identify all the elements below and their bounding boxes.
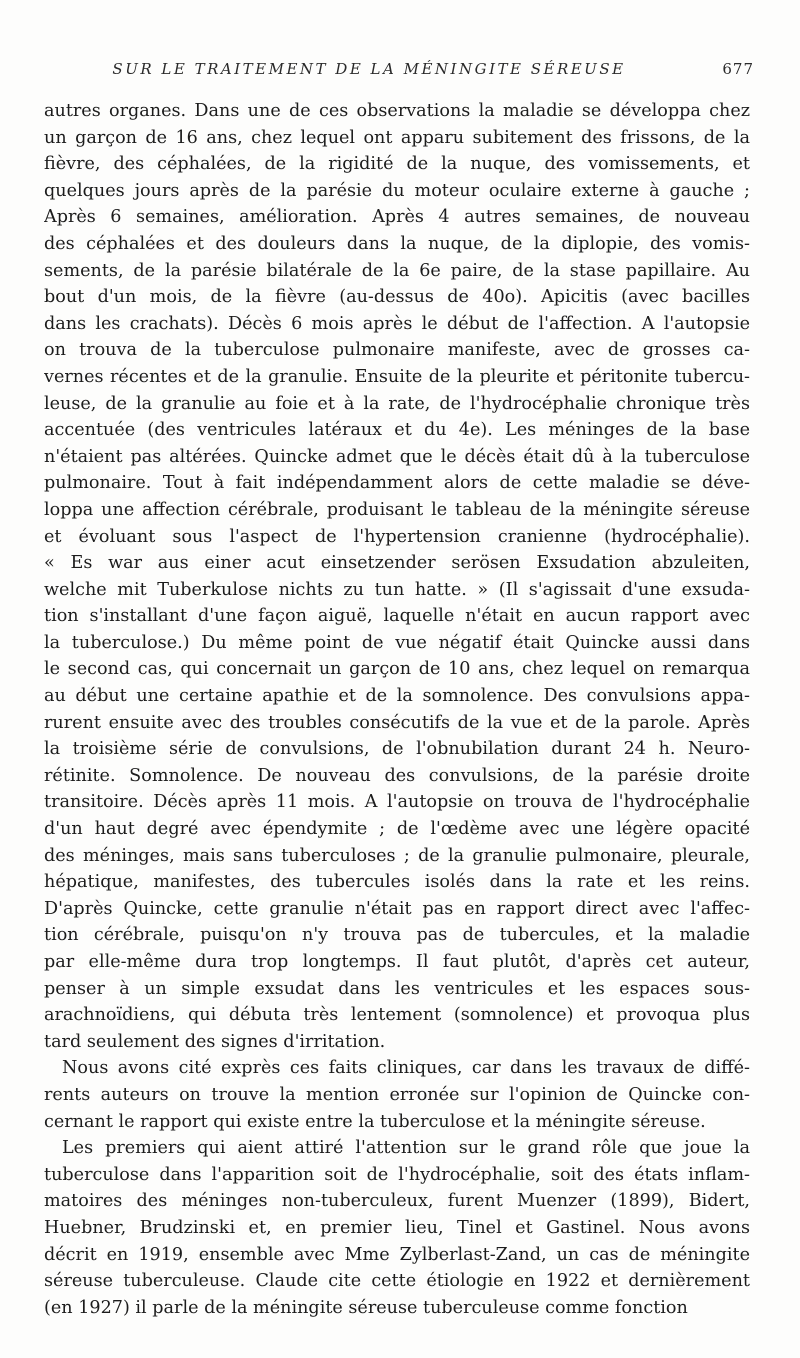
text-line: tuberculose dans l'apparition soit de l'hydrocéphalie, soit des états inflam- — [44, 1164, 750, 1185]
text-line: bout d'un mois, de la fièvre (au-dessus de 40o). Apicitis (avec bacilles — [44, 287, 750, 308]
text-line: arachnoïdiens, qui débuta très lentement (somnolence) et provoqua plus — [44, 1005, 750, 1026]
text-line: cernant le rapport qui existe entre la tuberculose et la méningite séreuse. — [44, 1111, 706, 1132]
text-line: matoires des méninges non-tuberculeux, furent Muenzer (1899), Bidert, — [44, 1191, 750, 1212]
text-line: sements, de la parésie bilatérale de la 6e paire, de la stase papillaire. Au — [44, 260, 750, 281]
text-line: transitoire. Décès après 11 mois. A l'autopsie on trouva de l'hydrocéphalie — [44, 792, 750, 813]
text-line: Après 6 semaines, amélioration. Après 4 autres semaines, de nouveau — [44, 207, 750, 228]
text-line: pulmonaire. Tout à fait indépendamment alors de cette maladie se déve- — [44, 473, 750, 494]
text-line: un garçon de 16 ans, chez lequel ont apparu subitement des frissons, de la — [44, 127, 750, 148]
text-line: Nous avons cité exprès ces faits cliniques, car dans les travaux de diffé- — [62, 1058, 750, 1079]
text-line: la tuberculose.) Du même point de vue négatif était Quincke aussi dans — [44, 632, 750, 653]
text-line: par elle-même dura trop longtemps. Il faut plutôt, d'après cet auteur, — [44, 952, 750, 972]
text-line: Huebner, Brudzinski et, en premier lieu, Tinel et Gastinel. Nous avons — [44, 1217, 750, 1238]
text-line: loppa une affection cérébrale, produisant le tableau de la méningite séreuse — [44, 499, 750, 520]
text-line: tion cérébrale, puisqu'on n'y trouva pas de tubercules, et la maladie — [44, 925, 750, 946]
text-line: décrit en 1919, ensemble avec Mme Zylberlast-Zand, un cas de méningite — [44, 1244, 750, 1265]
paragraph — [44, 98, 750, 1055]
text-line: des céphalées et des douleurs dans la nuque, de la diplopie, des vomis- — [44, 233, 750, 254]
page-number: 677 — [722, 60, 754, 78]
text-line: quelques jours après de la parésie du moteur oculaire externe à gauche ; — [44, 180, 750, 201]
page-header — [44, 60, 754, 90]
text-line: le second cas, qui concernait un garçon de 10 ans, chez lequel on remarqua — [44, 659, 750, 680]
body-text — [44, 98, 750, 1321]
text-line: fièvre, des céphalées, de la rigidité de la nuque, des vomissements, et — [44, 154, 750, 175]
text-line: welche mit Tuberkulose nichts zu tun hatte. » (Il s'agissait d'une exsuda- — [44, 579, 750, 600]
text-line: D'après Quincke, cette granulie n'était pas en rapport direct avec l'affec- — [44, 898, 750, 919]
running-head: SUR LE TRAITEMENT DE LA MÉNINGITE SÉREUSE — [112, 60, 626, 78]
text-line: accentuée (des ventricules latéraux et du 4e). Les méninges de la base — [44, 420, 750, 441]
text-line: et évoluant sous l'aspect de l'hypertension cranienne (hydrocéphalie). — [44, 526, 750, 547]
paragraph — [44, 1055, 750, 1135]
text-line: la troisième série de convulsions, de l'obnubilation durant 24 h. Neuro- — [44, 739, 750, 760]
text-line: tard seulement des signes d'irritation. — [44, 1031, 386, 1052]
text-line: au début une certaine apathie et de la somnolence. Des convulsions appa- — [44, 686, 750, 707]
text-line: rents auteurs on trouve la mention erronée sur l'opinion de Quincke con- — [44, 1084, 750, 1105]
text-line: penser à un simple exsudat dans les ventricules et les espaces sous- — [44, 978, 750, 999]
text-line: tion s'installant d'une façon aiguë, laquelle n'était en aucun rapport avec — [44, 606, 750, 627]
text-line: Les premiers qui aient attiré l'attention sur le grand rôle que joue la — [62, 1138, 750, 1159]
text-line: hépatique, manifestes, des tubercules isolés dans la rate et les reins. — [44, 872, 750, 893]
text-line: des méninges, mais sans tuberculoses ; de la granulie pulmonaire, pleurale, — [44, 845, 750, 866]
text-line: séreuse tuberculeuse. Claude cite cette étiologie en 1922 et dernièrement — [44, 1271, 750, 1292]
text-line: d'un haut degré avec épendymite ; de l'œdème avec une légère opacité — [44, 819, 750, 840]
paragraph — [44, 1135, 750, 1321]
text-line: leuse, de la granulie au foie et à la rate, de l'hydrocéphalie chronique très — [44, 393, 750, 414]
text-line: « Es war aus einer acut einsetzender serösen Exsudation abzuleiten, — [44, 553, 750, 574]
text-line: vernes récentes et de la granulie. Ensuite de la pleurite et péritonite tubercu- — [44, 366, 750, 387]
text-line: (en 1927) il parle de la méningite séreuse tuberculeuse comme fonction — [44, 1297, 688, 1318]
text-line: autres organes. Dans une de ces observations la maladie se développa chez — [44, 101, 750, 121]
text-line: dans les crachats). Décès 6 mois après le début de l'affection. A l'autopsie — [44, 313, 750, 334]
text-line: n'étaient pas altérées. Quincke admet que le décès était dû à la tuberculose — [44, 446, 750, 467]
text-line: on trouva de la tuberculose pulmonaire manifeste, avec de grosses ca- — [44, 340, 750, 361]
text-line: rétinite. Somnolence. De nouveau des convulsions, de la parésie droite — [44, 765, 750, 786]
text-line: rurent ensuite avec des troubles consécutifs de la vue et de la parole. Après — [44, 712, 750, 733]
